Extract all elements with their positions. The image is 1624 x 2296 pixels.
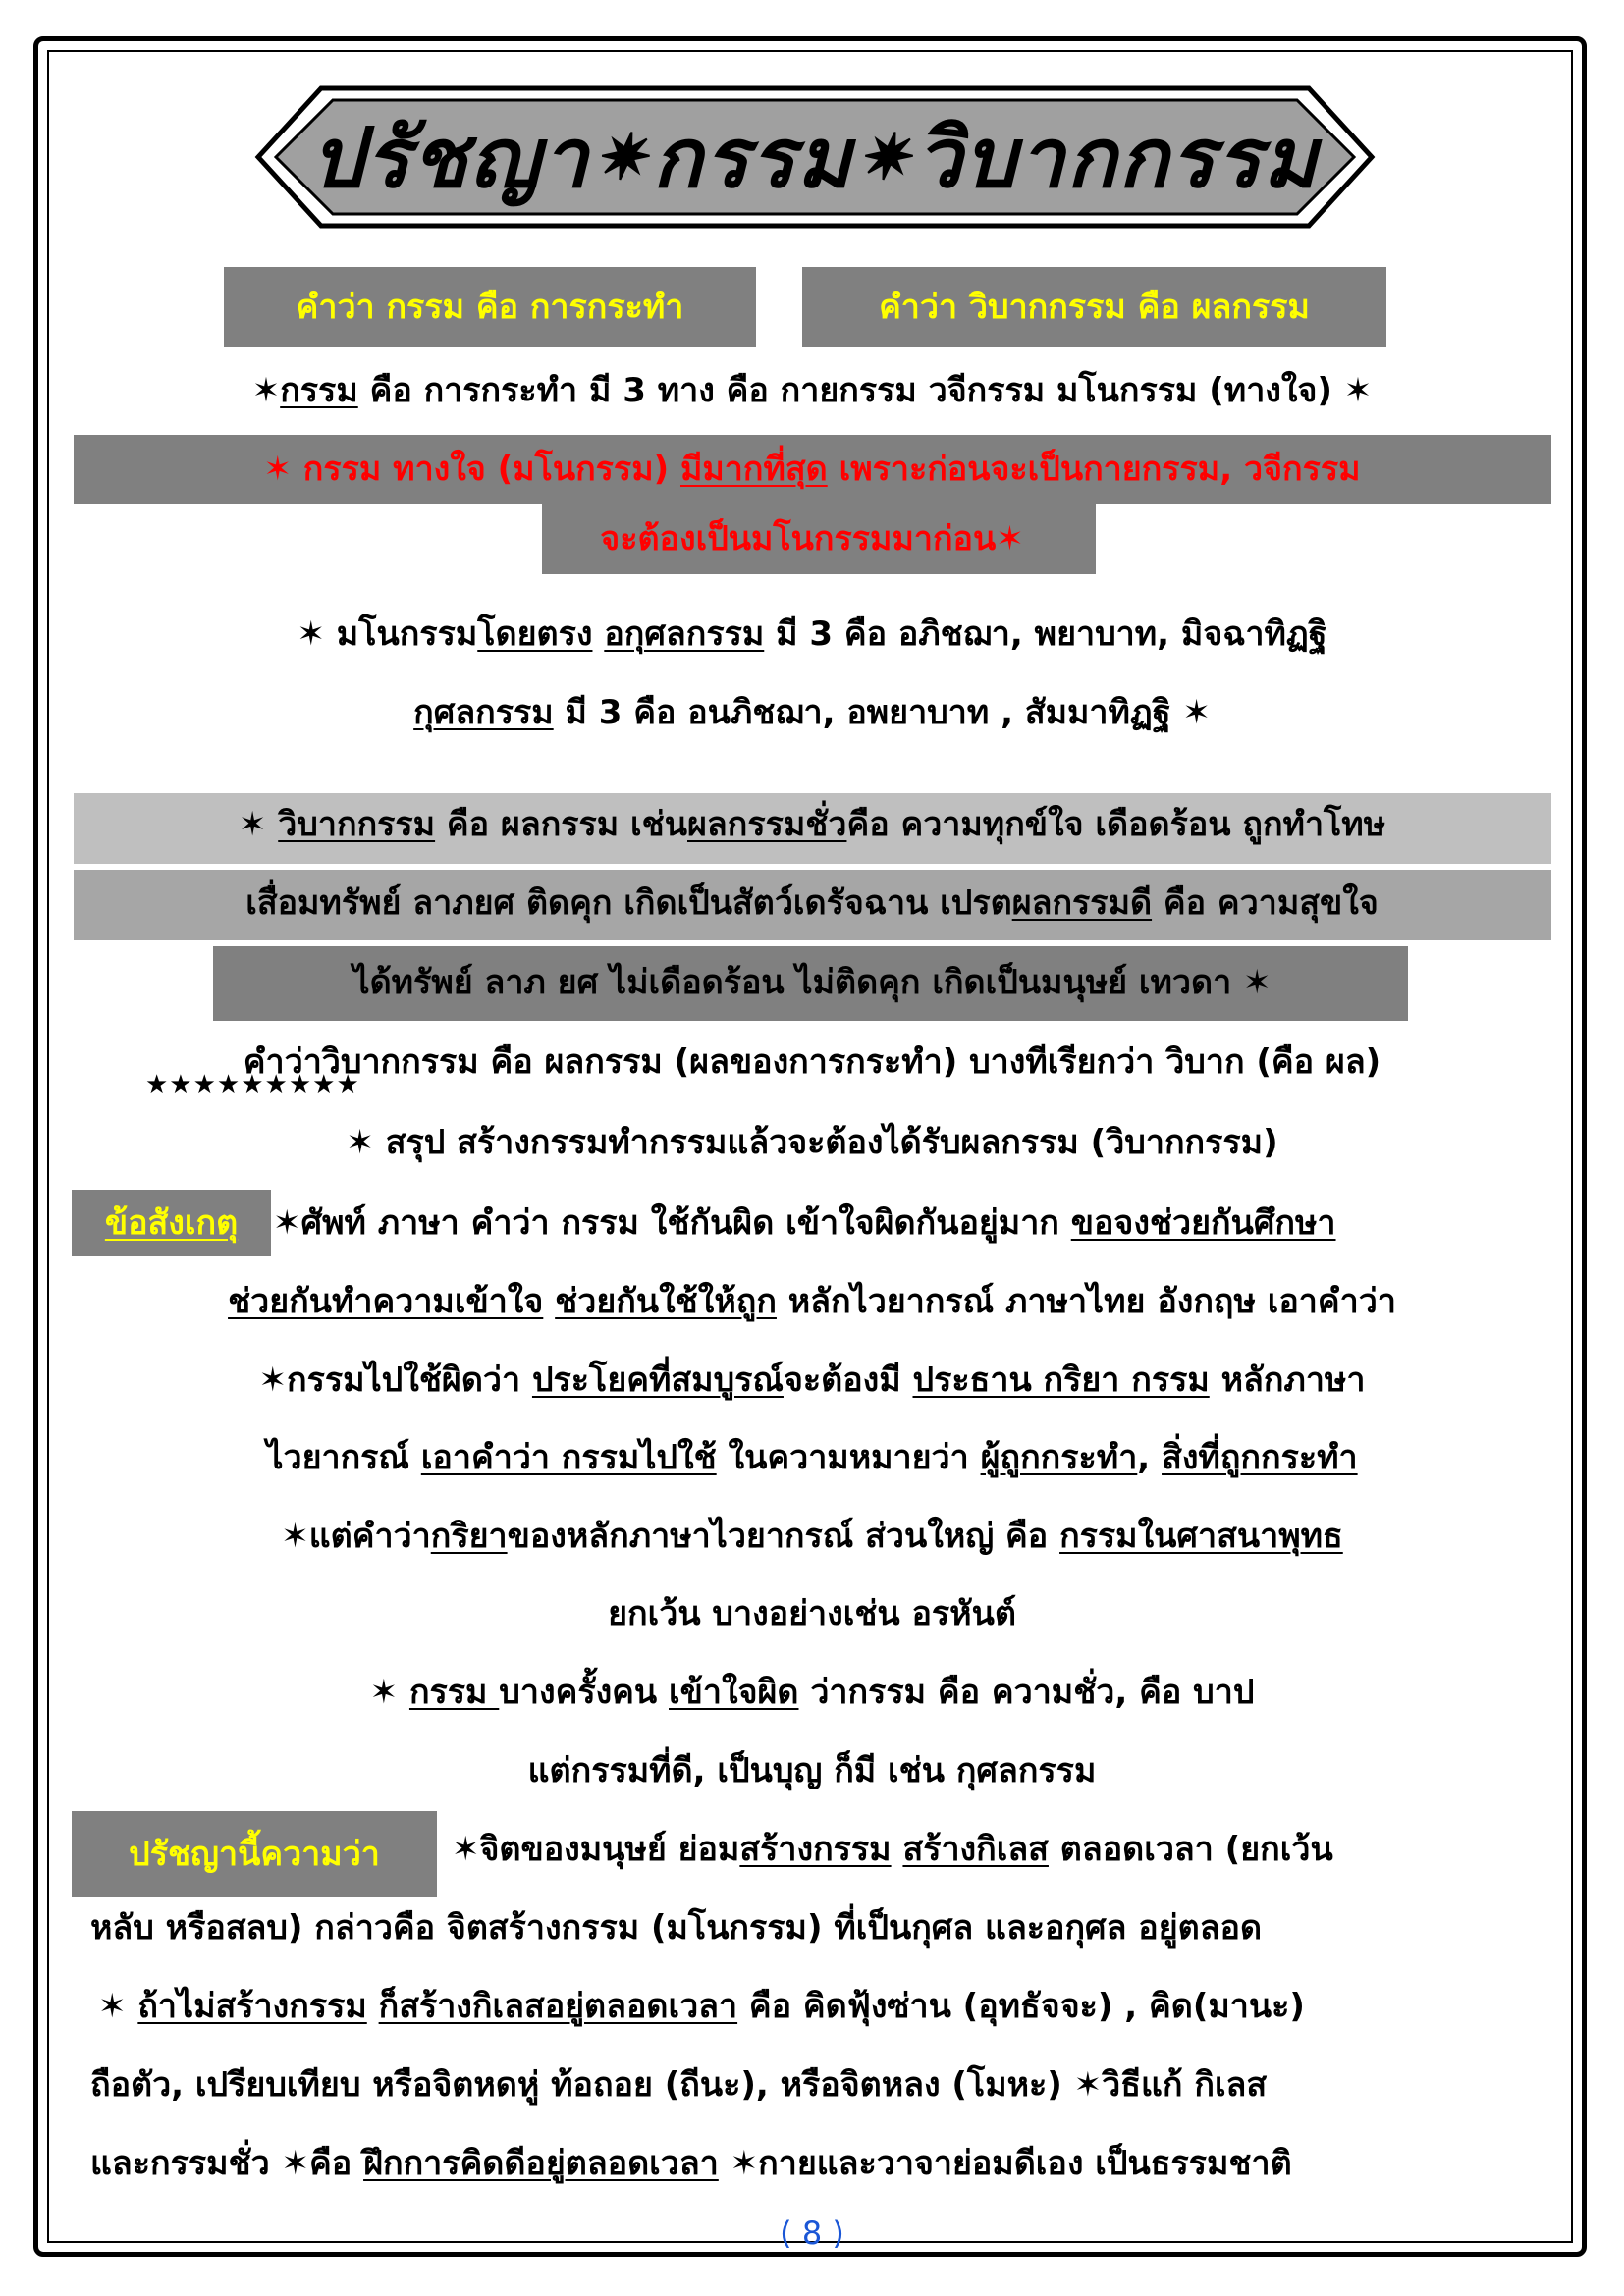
text: เข้าใจผิด xyxy=(669,1673,799,1712)
text: ของหลักภาษาไวยากรณ์ ส่วนใหญ่ คือ xyxy=(507,1517,1060,1556)
text: วิบากกรรม xyxy=(278,805,436,844)
text: อกุศลกรรม xyxy=(604,614,765,654)
text: ไวยากรณ์ xyxy=(266,1438,421,1477)
star-icon: ✶ xyxy=(730,2144,759,2183)
text: ยกเว้น บางอย่างเช่น อรหันต์ xyxy=(608,1594,1016,1633)
text: ประโยคที่สมบูรณ์ xyxy=(531,1361,784,1400)
star-icon: ✶ xyxy=(346,1123,374,1162)
text: สร้างกรรม xyxy=(739,1830,892,1869)
star-icon: ✶ xyxy=(996,519,1024,559)
text: ก็สร้างกิเลสอยู่ตลอดเวลา xyxy=(378,1987,738,2026)
text: เสื่อมทรัพย์ ลาภยศ ติดคุก เกิดเป็นสัตว์เดรัจฉาน เปรต xyxy=(245,883,1012,923)
line-grammar-complete-sentence xyxy=(59,1359,1565,1402)
definition-karma-text: คำว่า กรรม คือ การกระทำ xyxy=(296,288,684,327)
text: กรรม xyxy=(408,1673,500,1712)
text: ถ้าไม่สร้างกรรม xyxy=(137,1987,367,2026)
text: กรรมไปใช้ผิดว่า xyxy=(287,1361,532,1400)
text: ได้ทรัพย์ ลาภ ยศ ไม่เดือดร้อน ไม่ติดคุก เกิดเป็นมนุษย์ เทวดา xyxy=(352,963,1244,1002)
line-mind-karma-most xyxy=(59,448,1565,491)
title-banner xyxy=(250,80,1380,234)
philosophy-label-chip xyxy=(72,1811,437,1897)
line-mind-creates xyxy=(452,1828,1561,1871)
line-grammar-object xyxy=(59,1436,1565,1479)
text: ผลกรรมชั่ว xyxy=(687,805,847,844)
star-icon: ✶ xyxy=(297,614,325,654)
text: ประธาน กริยา กรรม xyxy=(912,1361,1210,1400)
text: คือ การกระทำ มี 3 ทาง คือ กายกรรม วจีกรรม มโนกรรม (ทางใจ) xyxy=(357,371,1344,410)
text: หลักไวยากรณ์ ภาษาไทย อังกฤษ เอาคำว่า xyxy=(776,1282,1396,1321)
note-label-chip xyxy=(72,1190,271,1256)
line-defilements xyxy=(98,1985,1561,2028)
star-icon: ✶ xyxy=(1343,371,1373,410)
star-icon: ✶ xyxy=(98,1987,127,2026)
text: กรรมในศาสนาพุทธ xyxy=(1059,1517,1343,1556)
text: และกรรมชั่ว xyxy=(90,2144,282,2183)
text: หลับ หรือสลบ) กล่าวคือ จิตสร้างกรรม (มโนกรรม) ที่เป็นกุศล และอกุศล อยู่ตลอด xyxy=(90,1908,1263,1948)
text: แต่กรรมที่ดี, เป็นบุญ ก็มี เช่น กุศลกรรม xyxy=(527,1751,1097,1790)
line-verb-is-karma xyxy=(59,1515,1565,1558)
text: ว่ากรรม คือ ความชั่ว, คือ บาป xyxy=(798,1673,1255,1712)
text: วิธีแก้ กิเลส xyxy=(1102,2065,1268,2105)
star-icon: ✶ xyxy=(281,1517,309,1556)
line-mind-karma-before xyxy=(59,517,1565,561)
text xyxy=(266,805,278,844)
text: สร้างกิเลส xyxy=(902,1830,1049,1869)
page-title xyxy=(250,80,1380,234)
title-part-philosophy: ปรัชญา xyxy=(310,109,590,206)
text: สิ่งที่ถูกกระทำ xyxy=(1162,1438,1358,1477)
text: คำว่าวิบากกรรม คือ ผลกรรม (ผลของการกระทำ) บางทีเรียกว่า วิบาก (คือ ผล) xyxy=(243,1042,1381,1082)
text: , xyxy=(1137,1438,1163,1477)
line-good-karma xyxy=(59,1749,1565,1792)
text xyxy=(543,1282,555,1321)
text xyxy=(367,1987,379,2026)
text: มี 3 คือ อนภิชฌา, อพยาบาท , สัมมาทิฏฐิ xyxy=(553,693,1183,732)
text: โดยตรง xyxy=(477,614,593,654)
line-misunderstand xyxy=(59,1671,1565,1714)
title-star-icon: ✷ xyxy=(856,120,912,194)
text: มี 3 คือ อภิชฌา, พยาบาท, มิจฉาทิฏฐิ xyxy=(764,614,1327,654)
star-icon: ✶ xyxy=(369,1673,399,1712)
note-label: ข้อสังเกตุ xyxy=(104,1203,239,1243)
line-remedy xyxy=(90,2063,1563,2107)
star-icon: ✶ xyxy=(1243,963,1272,1002)
text: แต่คำว่า xyxy=(308,1517,431,1556)
text: คือ ความสุขใจ xyxy=(1152,883,1379,923)
philosophy-label: ปรัชญานี้ความว่า xyxy=(129,1835,380,1874)
star-icon: ✶ xyxy=(1182,693,1211,732)
definition-vibak-text: คำว่า วิบากกรรม คือ ผลกรรม xyxy=(879,288,1310,327)
text xyxy=(892,1830,903,1869)
line-help-understand xyxy=(59,1280,1565,1323)
line-karma-three-ways xyxy=(59,369,1565,412)
text: ฝึกการคิดดีอยู่ตลอดเวลา xyxy=(363,2144,719,2183)
text: คือ คิดฟุ้งซ่าน (อุทธัจจะ) , คิด(มานะ) xyxy=(737,1987,1305,2026)
line-note-misused xyxy=(273,1201,1549,1245)
line-practice-good-thinking xyxy=(90,2142,1563,2185)
text: ผู้ถูกกระทำ xyxy=(980,1438,1138,1477)
text: เอาคำว่า กรรมไปใช้ xyxy=(420,1438,717,1477)
text: สรุป สร้างกรรมทำกรรมแล้วจะต้องได้รับผลกรรม (วิบากกรรม) xyxy=(373,1123,1278,1162)
text: เพราะก่อนจะเป็นกายกรรม, วจีกรรม xyxy=(827,450,1361,489)
text: จิตของมนุษย์ ย่อม xyxy=(479,1830,740,1869)
definition-karma xyxy=(224,267,756,347)
star-icon: ✶ xyxy=(452,1830,480,1869)
text: ศัพท์ ภาษา คำว่า กรรม ใช้กันผิด เข้าใจผิดกันอยู่มาก xyxy=(300,1203,1071,1243)
text: จะต้องเป็นมโนกรรมมาก่อน xyxy=(600,519,997,559)
line-vibak-good-results xyxy=(59,961,1565,1004)
star-icon: ✶ xyxy=(251,371,281,410)
line-akusala xyxy=(59,613,1565,656)
text: บางครั้งคน xyxy=(499,1673,670,1712)
line-except-arahant xyxy=(59,1592,1565,1635)
text: กริยา xyxy=(430,1517,508,1556)
star-icon: ✶ xyxy=(273,1203,301,1243)
star-icon: ✶ xyxy=(258,1361,288,1400)
text: ตลอดเวลา (ยกเว้น xyxy=(1048,1830,1333,1869)
page-number: ( 8 ) xyxy=(780,2215,844,2252)
decorative-stars-row: ★★★★★★★★★ xyxy=(145,1070,360,1099)
star-icon: ✶ xyxy=(1073,2065,1103,2105)
text: คือ xyxy=(309,2144,364,2183)
text: ช่วยกันใช้ให้ถูก xyxy=(555,1282,777,1321)
title-star-icon: ✷ xyxy=(593,120,649,194)
text: ผลกรรมดี xyxy=(1011,883,1153,923)
text xyxy=(592,614,604,654)
text: คือ ผลกรรม เช่น xyxy=(435,805,687,844)
text: กรรม ทางใจ (มโนกรรม) xyxy=(291,450,680,489)
text: ในความหมายว่า xyxy=(716,1438,981,1477)
text xyxy=(719,2144,731,2183)
line-sleep-unconscious xyxy=(90,1906,1563,1949)
text: มีมากที่สุด xyxy=(679,450,828,489)
text: ช่วยกันทำความเข้าใจ xyxy=(228,1282,544,1321)
text: จะต้องมี xyxy=(783,1361,913,1400)
star-icon: ✶ xyxy=(263,450,292,489)
text xyxy=(127,1987,138,2026)
line-vibak-bad-good xyxy=(59,881,1565,925)
star-icon: ✶ xyxy=(238,805,267,844)
text: คือ ความทุกข์ใจ เดือดร้อน ถูกทำโทษ xyxy=(846,805,1386,844)
text: มโนกรรม xyxy=(324,614,478,654)
text: หลักภาษา xyxy=(1209,1361,1366,1400)
star-icon: ✶ xyxy=(281,2144,310,2183)
text: ขอจงช่วยกันศึกษา xyxy=(1070,1203,1336,1243)
text: ถือตัว, เปรียบเทียบ หรือจิตหดหู่ ท้อถอย (ถีนะ), หรือจิตหลง (โมหะ) xyxy=(90,2065,1074,2105)
line-summary xyxy=(59,1121,1565,1164)
text: กายและวาจาย่อมดีเอง เป็นธรรมชาติ xyxy=(758,2144,1292,2183)
title-part-vibak: วิบากกรรม xyxy=(915,109,1320,206)
title-part-karma: กรรม xyxy=(652,109,853,206)
line-vibak-definition xyxy=(59,803,1565,846)
text: กุศลกรรม xyxy=(413,693,554,732)
text: กรรม xyxy=(280,371,358,410)
definition-vibak xyxy=(802,267,1386,347)
line-kusala xyxy=(59,691,1565,734)
text xyxy=(398,1673,409,1712)
